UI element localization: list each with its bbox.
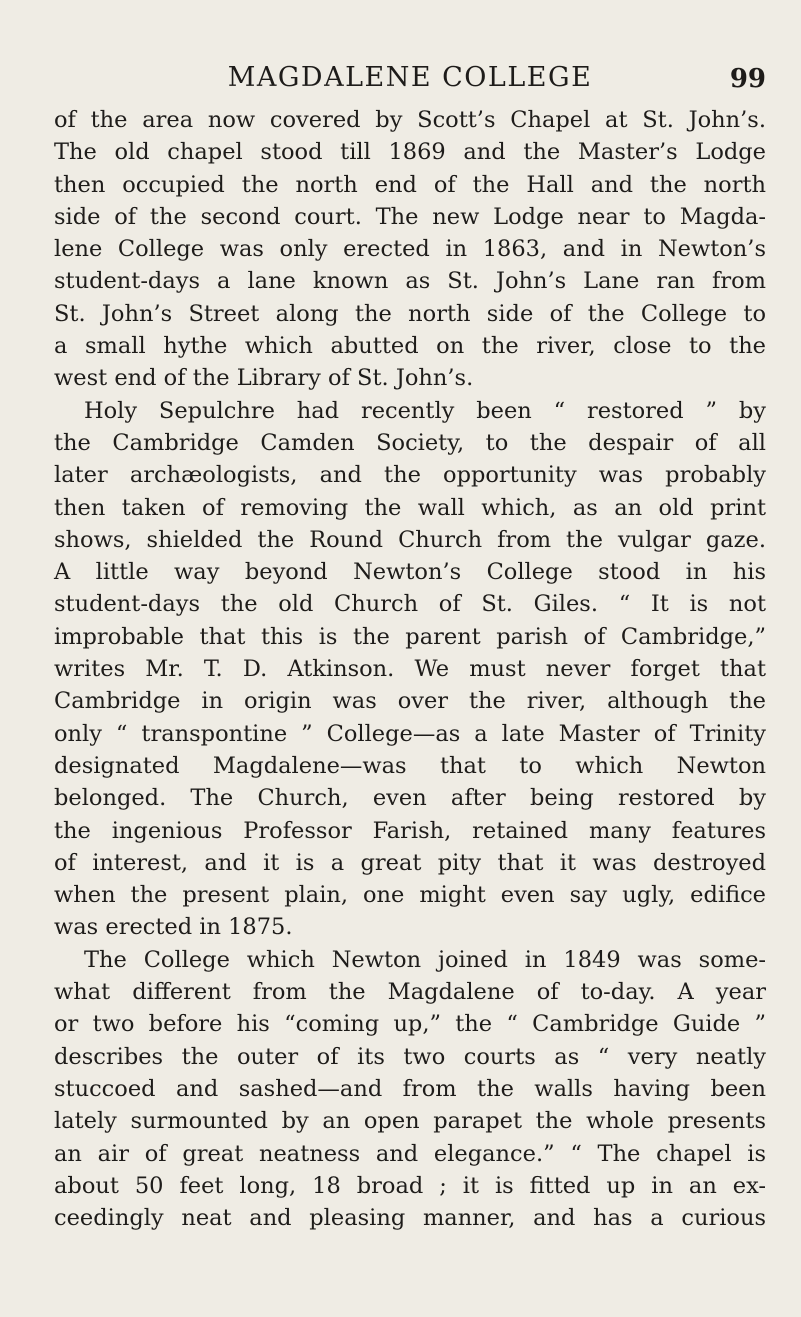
text-line: of interest, and it is a great pity that it was destroyed [54, 849, 766, 876]
text-line: The College which Newton joined in 1849 was some- [84, 946, 766, 973]
text-line: student-days the old Church of St. Giles. “ It is not [54, 591, 766, 618]
text-line: lene College was only erected in 1863, and in Newton’s [54, 236, 766, 263]
text-line: when the present plain, one might even say ugly, edifice [54, 882, 766, 909]
text-line: a small hythe which abutted on the river, close to the [54, 333, 766, 360]
text-line: The old chapel stood till 1869 and the Master’s Lodge [54, 139, 766, 166]
text-line: an air of great neatness and elegance.” “ The chapel is [54, 1140, 766, 1167]
text-line: the Cambridge Camden Society, to the despair of all [54, 429, 766, 456]
text-line: student-days a lane known as St. John’s Lane ran from [54, 268, 766, 295]
text-line: west end of the Library of St. John’s. [54, 365, 474, 392]
text-line: Cambridge in origin was over the river, although the [54, 688, 766, 715]
text-line: only “ transpontine ” College—as a late Master of Trinity [54, 720, 766, 747]
text-line: was erected in 1875. [54, 914, 293, 941]
text-line: A little way beyond Newton’s College stood in his [54, 559, 766, 586]
text-line: or two before his “coming up,” the “ Cambridge Guide ” [54, 1011, 766, 1038]
text-line: describes the outer of its two courts as “ very neatly [54, 1043, 766, 1070]
text-line: writes Mr. T. D. Atkinson. We must never forget that [54, 656, 766, 683]
text-line: about 50 feet long, 18 broad ; it is fitted up in an ex- [54, 1172, 766, 1199]
text-line: belonged. The Church, even after being restored by [54, 785, 766, 812]
text-line: side of the second court. The new Lodge near to Magda- [54, 203, 766, 230]
page-number: 99 [729, 64, 766, 94]
text-line: stuccoed and sashed—and from the walls having been [54, 1075, 766, 1102]
text-line: what different from the Magdalene of to-day. A year [54, 979, 766, 1006]
body-text [54, 104, 766, 1234]
text-line: shows, shielded the Round Church from the vulgar gaze. [54, 526, 766, 553]
text-line: improbable that this is the parent parish of Cambridge,” [54, 623, 766, 650]
text-line: Holy Sepulchre had recently been “ restored ” by [84, 397, 766, 424]
text-line: then taken of removing the wall which, as an old print [54, 494, 766, 521]
text-line: ceedingly neat and pleasing manner, and has a curious [54, 1205, 766, 1232]
running-title: MAGDALENE COLLEGE [227, 62, 593, 93]
text-line: the ingenious Professor Farish, retained many features [54, 817, 766, 844]
text-line: of the area now covered by Scott’s Chapel at St. John’s. [54, 107, 766, 133]
text-line: later archæologists, and the opportunity was probably [54, 462, 766, 489]
text-line: lately surmounted by an open parapet the whole presents [54, 1108, 766, 1135]
text-line: St. John’s Street along the north side of the College to [54, 300, 766, 327]
text-line: then occupied the north end of the Hall and the north [54, 171, 766, 198]
text-line: designated Magdalene—was that to which Newton [54, 752, 766, 779]
running-head [54, 62, 766, 102]
